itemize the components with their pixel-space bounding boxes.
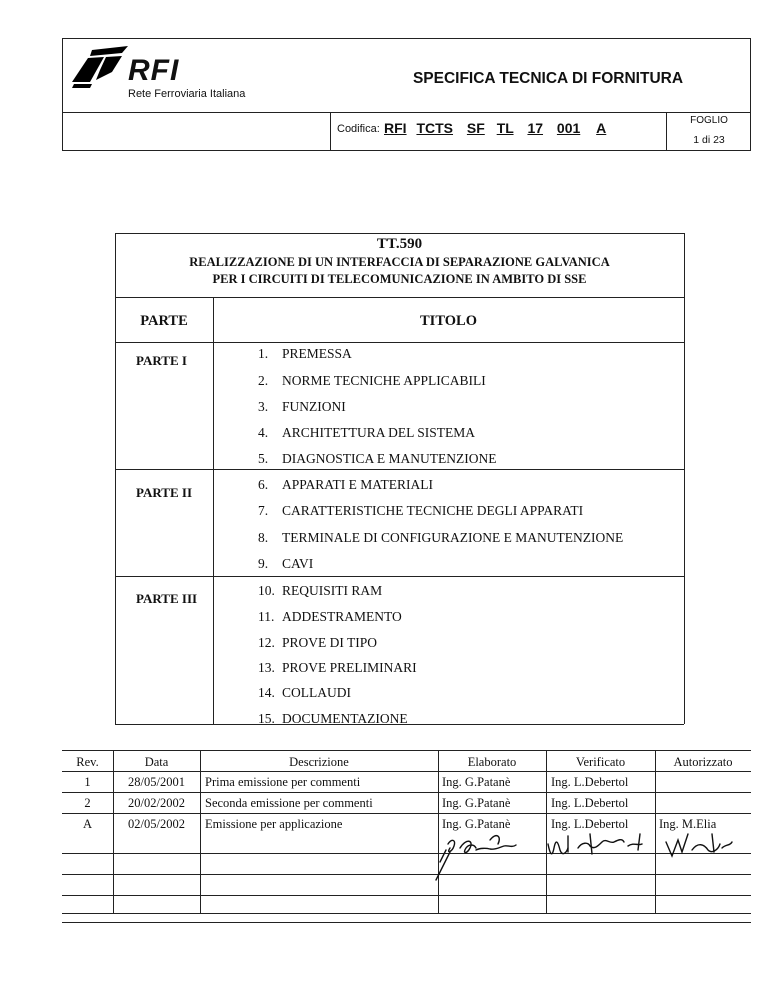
toc-item: 14. COLLAUDI <box>258 685 351 700</box>
header-border-right <box>750 38 751 150</box>
header-border-bottom <box>62 150 751 151</box>
code-part: RFI <box>384 120 407 136</box>
header-border-top <box>62 38 751 39</box>
rev-cell: Ing. M.Elia <box>659 817 717 831</box>
code-part: TL <box>496 120 514 136</box>
logo-text: RFI <box>128 54 180 87</box>
toc-item: 4. ARCHITETTURA DEL SISTEMA <box>258 425 475 440</box>
spec-code: TT.590 <box>376 236 423 252</box>
rfi-logo-mark-icon <box>70 44 130 88</box>
rev-cell: Ing. G.Patanè <box>442 775 511 789</box>
header-divider-2 <box>666 112 667 150</box>
rev-cell: Ing. G.Patanè <box>442 796 511 810</box>
code-part: 001 <box>556 120 581 136</box>
foglio-value: 1 di 23 <box>693 134 725 146</box>
rev-cell: Ing. L.Debertol <box>551 817 629 831</box>
rev-cell: Ing. G.Patanè <box>442 817 511 831</box>
toc-part1-bottom <box>115 469 684 470</box>
toc-item: 13. PROVE PRELIMINARI <box>258 660 417 675</box>
toc-item: 2. NORME TECNICHE APPLICABILI <box>258 373 486 388</box>
rev-header: Elaborato <box>467 755 517 769</box>
toc-left-border <box>115 233 116 724</box>
part-label: PARTE I <box>136 353 187 368</box>
codifica-label: Codifica: <box>337 123 380 135</box>
rev-col-line <box>200 750 201 913</box>
title-box-top <box>115 233 684 234</box>
document-code <box>384 120 606 136</box>
header-border-mid <box>62 112 751 113</box>
toc-item: 15. DOCUMENTAZIONE <box>258 711 408 726</box>
rev-row-line <box>62 895 751 896</box>
signatures-icon <box>430 822 760 882</box>
title-box-bottom <box>115 297 684 298</box>
rev-row-line <box>62 792 751 793</box>
toc-item: 12. PROVE DI TIPO <box>258 635 378 650</box>
rev-row-line <box>62 771 751 772</box>
rev-cell: Prima emissione per commenti <box>205 775 361 789</box>
rev-cell: Seconda emissione per commenti <box>205 796 373 810</box>
rev-cell: Ing. L.Debertol <box>551 775 629 789</box>
rfi-logo <box>70 44 270 104</box>
toc-item: 5. DIAGNOSTICA E MANUTENZIONE <box>258 451 497 466</box>
rev-header: Autorizzato <box>673 755 733 769</box>
rev-cell: 20/02/2002 <box>128 796 185 810</box>
spec-title-line2: PER I CIRCUITI DI TELECOMUNICAZIONE IN AMBITO DI SSE <box>212 272 587 286</box>
logo-subtitle: Rete Ferroviaria Italiana <box>128 88 246 100</box>
rev-cell: 1 <box>84 775 91 789</box>
toc-item: 1. PREMESSA <box>258 346 352 361</box>
foglio-label: FOGLIO <box>690 115 728 126</box>
document-type-title: SPECIFICA TECNICA DI FORNITURA <box>412 70 684 87</box>
toc-part2-bottom <box>115 576 684 577</box>
toc-item: 3. FUNZIONI <box>258 399 346 414</box>
rev-header: Descrizione <box>289 755 349 769</box>
toc-item: 6. APPARATI E MATERIALI <box>258 477 434 492</box>
toc-right-border <box>684 233 685 724</box>
rev-table-top <box>62 750 751 751</box>
rev-row-line <box>62 913 751 914</box>
rev-header: Verificato <box>575 755 626 769</box>
rev-cell: 28/05/2001 <box>128 775 185 789</box>
toc-item: 10. REQUISITI RAM <box>258 583 383 598</box>
code-part: 17 <box>527 120 544 136</box>
rev-cell: Emissione per applicazione <box>205 817 343 831</box>
toc-header-bottom <box>115 342 684 343</box>
code-part: TCTS <box>416 120 454 136</box>
rev-cell: Ing. L.Debertol <box>551 796 629 810</box>
toc-item: 9. CAVI <box>258 556 314 571</box>
toc-item: 11. ADDESTRAMENTO <box>258 609 402 624</box>
toc-item: 8. TERMINALE DI CONFIGURAZIONE E MANUTENZIONE <box>258 530 624 545</box>
rev-cell: 2 <box>84 796 91 810</box>
part-label: PARTE II <box>136 485 193 500</box>
header-border-left <box>62 38 63 150</box>
code-part: A <box>596 120 607 136</box>
part-label: PARTE III <box>136 591 198 606</box>
toc-item: 7. CARATTERISTICHE TECNICHE DEGLI APPARATI <box>258 503 584 518</box>
rev-table-bottom <box>62 922 751 923</box>
header-divider-1 <box>330 112 331 150</box>
code-part: SF <box>466 120 485 136</box>
spec-title-line1: REALIZZAZIONE DI UN INTERFACCIA DI SEPARAZIONE GALVANICA <box>189 255 610 269</box>
toc-header-parte: PARTE <box>140 313 188 329</box>
rev-cell: 02/05/2002 <box>128 817 185 831</box>
rev-cell: A <box>82 817 93 831</box>
toc-header-titolo: TITOLO <box>420 313 477 329</box>
rev-header: Data <box>144 755 169 769</box>
rev-row-line <box>62 813 751 814</box>
rev-header: Rev. <box>76 755 99 769</box>
toc-col-divider <box>213 297 214 724</box>
